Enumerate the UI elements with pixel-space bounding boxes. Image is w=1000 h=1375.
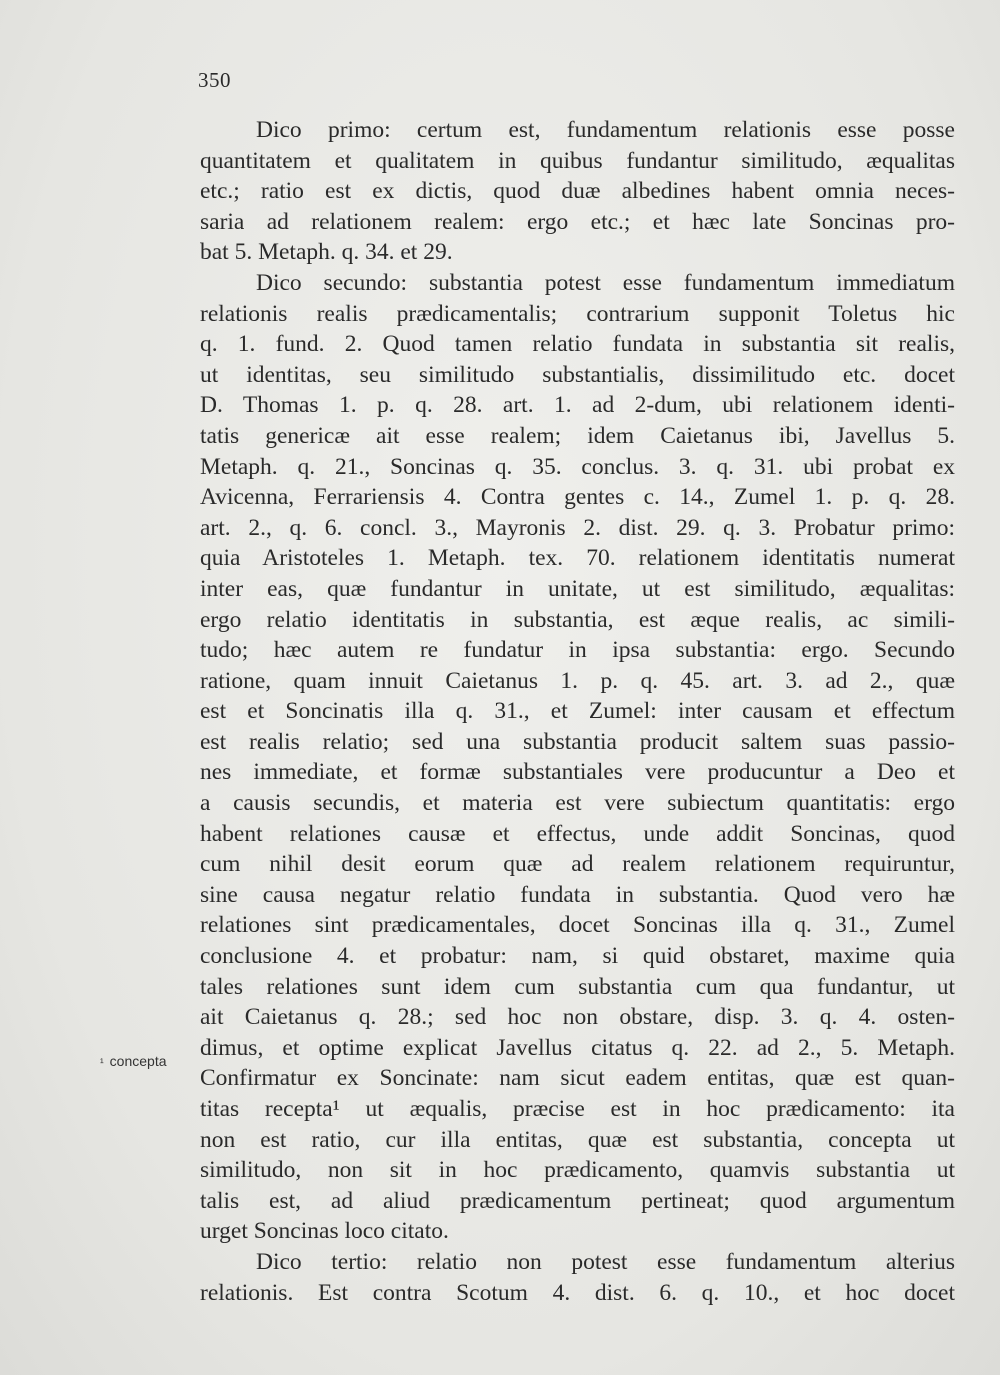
text-line: titas recepta¹ ut æqualis, præcise est in hoc prædicamento: ita	[200, 1096, 955, 1122]
text-line: cum nihil desit eorum quæ ad realem relationem requiruntur,	[200, 851, 955, 878]
body-text	[200, 115, 955, 1308]
text-line: dimus, et optime explicat Javellus citatus q. 22. ad 2., 5. Metaph.	[200, 1034, 955, 1061]
text-line: ut identitas, seu similitudo substantialis, dissimilitudo etc. docet	[200, 361, 955, 388]
text-line: sine causa negatur relatio fundata in substantia. Quod vero hæ	[200, 881, 955, 908]
text-line: art. 2., q. 6. concl. 3., Mayronis 2. dist. 29. q. 3. Probatur primo:	[200, 514, 955, 541]
text-line: est et Soncinatis illa q. 31., et Zumel: inter causam et effectum	[200, 698, 955, 725]
text-line: quia Aristoteles 1. Metaph. tex. 70. relationem identitatis numerat	[200, 545, 955, 572]
text-line: Dico tertio: relatio non potest esse fundamentum alterius	[256, 1248, 955, 1275]
text-line: tudo; hæc autem re fundatur in ipsa substantia: ergo. Secundo	[200, 637, 955, 664]
text-line: nes immediate, et formæ substantiales vere producuntur a Deo et	[200, 759, 955, 786]
text-line: relationes sint prædicamentales, docet Soncinas illa q. 31., Zumel	[200, 912, 955, 939]
text-line: talis est, ad aliud prædicamentum pertineat; quod argumentum	[200, 1187, 955, 1214]
text-line: D. Thomas 1. p. q. 28. art. 1. ad 2-dum, ubi relationem identi-	[200, 392, 955, 419]
text-line: Metaph. q. 21., Soncinas q. 35. conclus. 3. q. 31. ubi probat ex	[200, 453, 955, 480]
text-line: bat 5. Metaph. q. 34. et 29.	[200, 239, 453, 266]
text-line: etc.; ratio est ex dictis, quod duæ albedines habent omnia neces-	[200, 178, 955, 205]
text-line: Confirmatur ex Soncinate: nam sicut eadem entitas, quæ est quan-	[200, 1065, 955, 1092]
footnote-text: concepta	[109, 1053, 167, 1069]
text-line: q. 1. fund. 2. Quod tamen relatio fundata in substantia sit realis,	[200, 331, 955, 358]
page-number: 350	[198, 68, 231, 92]
text-line: conclusione 4. et probatur: nam, si quid obstaret, maxime quia	[200, 943, 955, 970]
text-line: habent relationes causæ et effectus, unde addit Soncinas, quod	[200, 820, 955, 847]
text-line: Avicenna, Ferrariensis 4. Contra gentes c. 14., Zumel 1. p. q. 28.	[200, 484, 955, 511]
margin-footnote	[100, 1053, 167, 1069]
text-line: Dico primo: certum est, fundamentum relationis esse posse	[256, 117, 955, 143]
text-line: ratione, quam innuit Caietanus 1. p. q. 45. art. 3. ad 2., quæ	[200, 667, 955, 694]
text-line: relationis realis prædicamentalis; contrarium supponit Toletus hic	[200, 300, 955, 327]
text-line: non est ratio, cur illa entitas, quæ est substantia, concepta ut	[200, 1126, 955, 1153]
text-line: quantitatem et qualitatem in quibus fundantur similitudo, æqualitas	[200, 147, 955, 174]
text-line: Dico secundo: substantia potest esse fundamentum immediatum	[256, 269, 955, 296]
text-line: tales relationes sunt idem cum substantia cum qua fundantur, ut	[200, 973, 955, 1000]
text-line: est realis relatio; sed una substantia producit saltem suas passio-	[200, 728, 955, 755]
text-line: relationis. Est contra Scotum 4. dist. 6. q. 10., et hoc docet	[200, 1279, 955, 1306]
text-line: ait Caietanus q. 28.; sed hoc non obstare, disp. 3. q. 4. osten-	[200, 1004, 955, 1031]
text-line: similitudo, non sit in hoc prædicamento, quamvis substantia ut	[200, 1157, 955, 1184]
text-line: inter eas, quæ fundantur in unitate, ut est similitudo, æqualitas:	[200, 575, 955, 602]
text-line: urget Soncinas loco citato.	[200, 1218, 449, 1245]
text-line: saria ad relationem realem: ergo etc.; et hæc late Soncinas pro-	[200, 208, 955, 235]
text-line: a causis secundis, et materia est vere subiectum quantitatis: ergo	[200, 790, 955, 817]
text-line: ergo relatio identitatis in substantia, est æque realis, ac simili-	[200, 606, 955, 633]
footnote-mark: ¹	[100, 1057, 104, 1069]
text-line: tatis genericæ ait esse realem; idem Caietanus ibi, Javellus 5.	[200, 422, 955, 449]
